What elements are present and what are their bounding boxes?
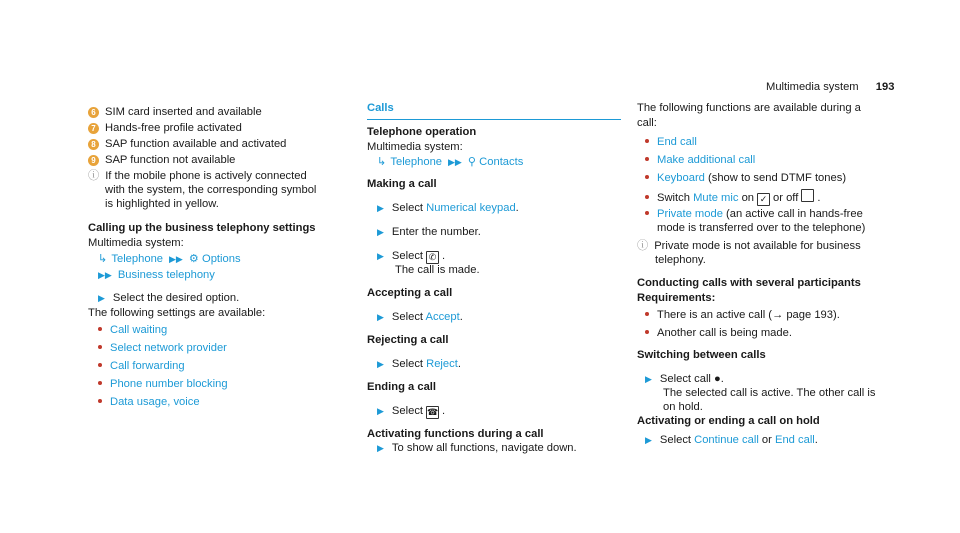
bullet-icon	[645, 211, 649, 215]
path-arrow-icon: ↳	[98, 253, 108, 265]
bullet-icon	[645, 195, 649, 199]
subheading: Accepting a call	[367, 287, 453, 299]
link-telephone[interactable]: Telephone	[390, 156, 443, 168]
search-icon: ⚲	[467, 156, 477, 168]
step-arrow-icon: ▶	[377, 251, 384, 261]
note-line: with the system, the corresponding symbol	[105, 184, 317, 196]
step: ▶ Select Accept.	[377, 311, 463, 323]
step: ▶ Select Continue call or End call.	[645, 434, 818, 446]
link-data-usage-voice[interactable]: Data usage, voice	[110, 396, 200, 408]
section-rule	[367, 119, 621, 120]
bullet-icon	[98, 399, 102, 403]
section-heading: Calling up the business telephony settings	[88, 222, 316, 234]
note: ⓘ Private mode is not available for business	[637, 240, 861, 252]
subheading: Ending a call	[367, 381, 437, 393]
list-item	[645, 153, 755, 167]
step-result: The call is made.	[395, 264, 480, 276]
link-select-network-provider[interactable]: Select network provider	[110, 342, 227, 354]
bullet-icon	[645, 139, 649, 143]
list-item: 7 Hands-free profile activated	[88, 121, 242, 135]
subheading: Making a call	[367, 178, 437, 190]
bullet-icon	[98, 327, 102, 331]
link-call-forwarding[interactable]: Call forwarding	[110, 360, 185, 372]
list-item: 6 SIM card inserted and available	[88, 105, 262, 119]
step-arrow-icon: ▶	[98, 293, 105, 303]
list-item: There is an active call (→ page 193).	[645, 308, 840, 322]
list-item: Keyboard (show to send DTMF tones)	[645, 171, 846, 185]
info-icon: ⓘ	[88, 170, 100, 182]
bullet-icon	[645, 330, 649, 334]
requirements-label: Requirements:	[637, 292, 716, 304]
intro-text: call:	[637, 117, 657, 129]
callout-badge: 9	[88, 155, 99, 166]
step-arrow-icon: ▶	[377, 203, 384, 213]
list-item	[645, 135, 697, 149]
link-private-mode[interactable]: Private mode	[657, 208, 723, 220]
menu-path	[377, 155, 523, 169]
link-call-waiting[interactable]: Call waiting	[110, 324, 168, 336]
double-chevron-icon: ▶▶	[169, 254, 183, 264]
link-numerical-keypad[interactable]: Numerical keypad	[426, 202, 516, 214]
list-item	[98, 341, 227, 355]
checkbox-checked-icon: ✓	[757, 193, 770, 206]
list-item	[98, 359, 185, 373]
subheading: Conducting calls with several participants	[637, 277, 861, 289]
step-arrow-icon: ▶	[645, 435, 652, 445]
menu-path	[98, 252, 241, 266]
callout-badge: 7	[88, 123, 99, 134]
list-item	[98, 395, 200, 409]
bullet-icon	[645, 175, 649, 179]
note-line: is highlighted in yellow.	[105, 198, 219, 210]
step: ▶ Select ☎ .	[377, 405, 446, 417]
link-end-call[interactable]: End call	[657, 136, 697, 148]
double-chevron-icon: ▶▶	[98, 270, 112, 280]
menu-path	[98, 268, 215, 282]
section-name: Multimedia system	[766, 81, 859, 93]
bullet-icon	[98, 345, 102, 349]
link-mute-mic[interactable]: Mute mic	[693, 192, 739, 204]
subheading: Switching between calls	[637, 349, 766, 361]
step: ▶ Select the desired option.	[98, 292, 240, 304]
note-line: telephony.	[655, 254, 706, 266]
path-label: Multimedia system:	[367, 141, 463, 153]
step-arrow-icon: ▶	[377, 443, 384, 453]
link-reject[interactable]: Reject	[426, 358, 458, 370]
list-item: 9 SAP function not available	[88, 153, 235, 167]
hang-up-icon: ☎	[427, 407, 439, 417]
step: ▶ Select Reject.	[377, 358, 461, 370]
link-keyboard[interactable]: Keyboard	[657, 172, 705, 184]
subheading: Activating functions during a call	[367, 428, 544, 440]
section-title: Calls	[367, 102, 394, 114]
phone-call-icon: ✆	[426, 251, 439, 264]
path-arrow-icon: ↳	[377, 156, 387, 168]
path-label: Multimedia system:	[88, 237, 184, 249]
info-icon: ⓘ	[637, 240, 649, 252]
note: ⓘ If the mobile phone is actively connected	[88, 170, 307, 182]
list-item: 8 SAP function available and activated	[88, 137, 286, 151]
link-contacts[interactable]: Contacts	[479, 156, 524, 168]
bullet-icon	[645, 312, 649, 316]
gear-icon: ⚙	[188, 253, 199, 265]
step-result: on hold.	[663, 401, 703, 413]
link-telephone[interactable]: Telephone	[111, 253, 164, 265]
step-arrow-icon: ▶	[377, 406, 384, 416]
link-make-additional-call[interactable]: Make additional call	[657, 154, 756, 166]
checkbox-empty-icon	[801, 189, 814, 202]
list-item: Another call is being made.	[645, 326, 792, 340]
step: ▶ Select call ●.	[645, 373, 724, 385]
link-end-call-hold[interactable]: End call	[774, 434, 815, 446]
bullet-icon	[645, 157, 649, 161]
subheading: Activating or ending a call on hold	[637, 415, 820, 427]
step-arrow-icon: ▶	[377, 359, 384, 369]
subheading: Telephone operation	[367, 126, 477, 138]
intro-text: The following functions are available during a	[637, 102, 861, 114]
bullet-icon	[98, 381, 102, 385]
page-number: 193	[875, 81, 895, 93]
intro-text: The following settings are available:	[88, 307, 266, 319]
link-business-telephony[interactable]: Business telephony	[117, 269, 215, 281]
step-arrow-icon: ▶	[377, 227, 384, 237]
step: ▶ To show all functions, navigate down.	[377, 442, 577, 454]
step-arrow-icon: ▶	[377, 312, 384, 322]
step-result: The selected call is active. The other call is	[663, 387, 876, 399]
list-item: Switch Mute mic on ✓ or off .	[645, 189, 820, 206]
callout-badge: 6	[88, 107, 99, 118]
bullet-icon	[98, 363, 102, 367]
subheading: Rejecting a call	[367, 334, 449, 346]
link-phone-number-blocking[interactable]: Phone number blocking	[110, 378, 228, 390]
step: ▶ Enter the number.	[377, 226, 481, 238]
step: ▶ Select Numerical keypad.	[377, 202, 519, 214]
double-chevron-icon: ▶▶	[448, 157, 462, 167]
callout-badge: 8	[88, 139, 99, 150]
link-accept[interactable]: Accept	[425, 311, 460, 323]
list-item-continuation: mode is transferred over to the telephone)	[657, 222, 866, 234]
list-item	[98, 323, 167, 337]
step-arrow-icon: ▶	[645, 374, 652, 384]
running-header	[766, 80, 894, 94]
link-continue-call[interactable]: Continue call	[694, 434, 759, 446]
step: ▶ Select ✆ .	[377, 250, 446, 262]
list-item	[98, 377, 228, 391]
list-item: Private mode (an active call in hands-free	[645, 207, 863, 221]
link-options[interactable]: Options	[202, 253, 241, 265]
